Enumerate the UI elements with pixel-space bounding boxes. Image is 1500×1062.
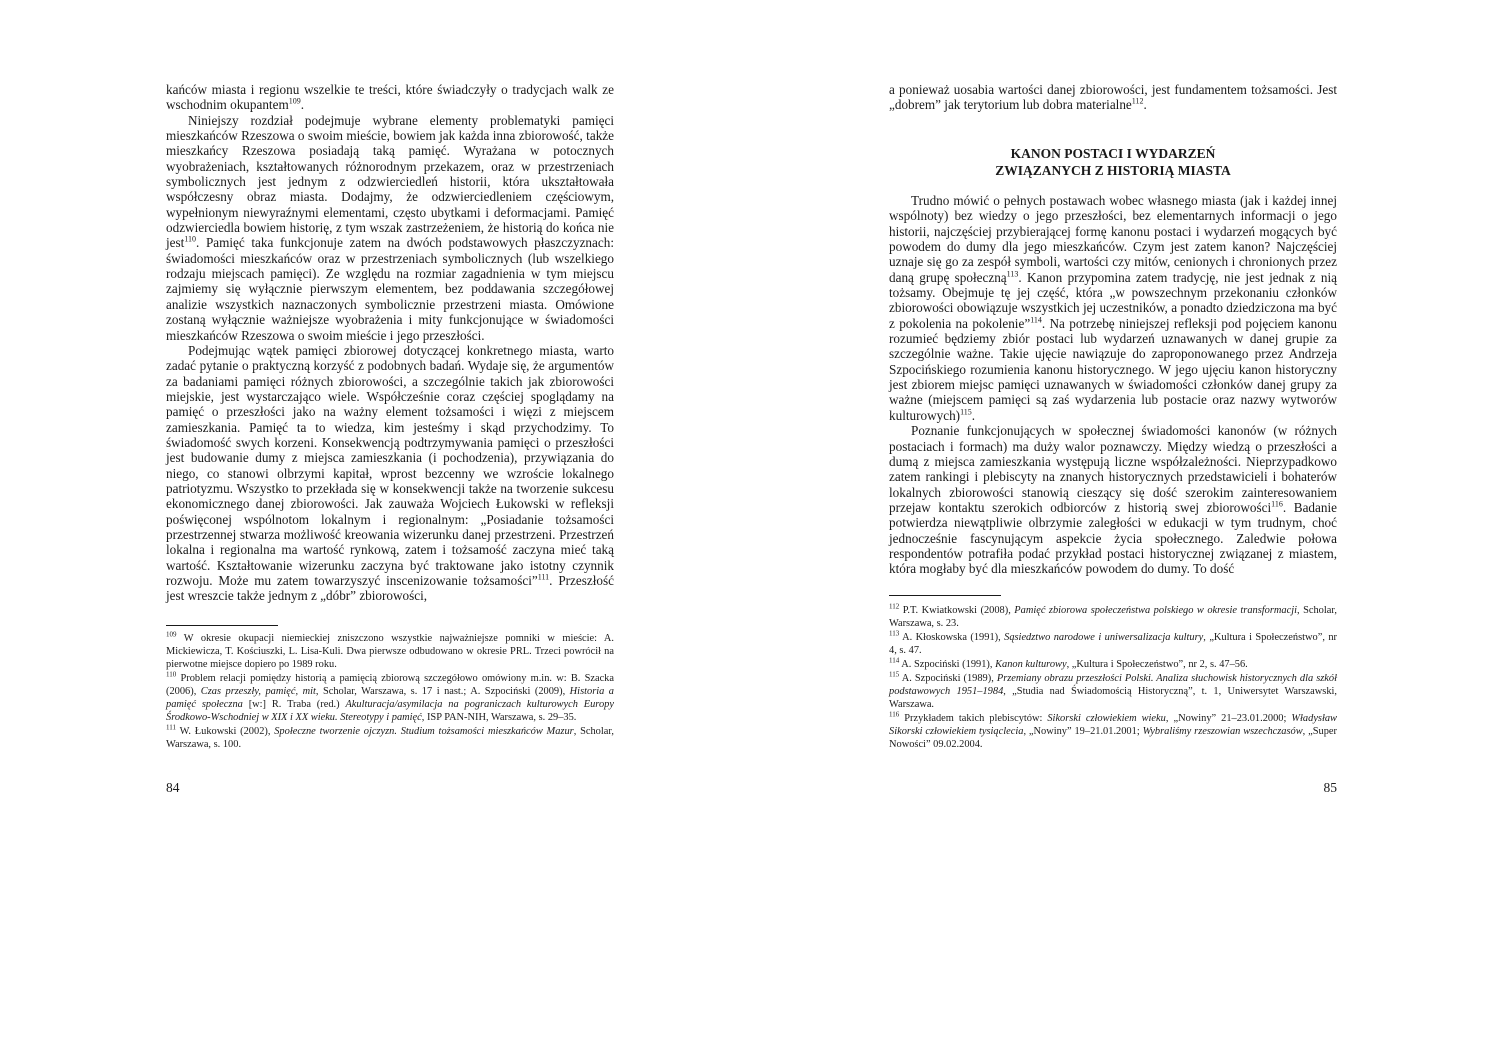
text-run: [w:] R. Traba (red.) bbox=[242, 699, 346, 710]
text-run: Podejmując wątek pamięci zbiorowej dotyczącej konkretnego miasta, warto zadać pytanie o praktyczną korzyść z podobnych badań. Wydaje się, że argumentów za badaniami pamięci różnych zbiorowości, a szczególnie takich jak zbiorowości miejskie, jest wystarczająco wiele. Współcześnie coraz częściej spoglądamy na pamięć o przeszłości jako na ważny element tożsamości i więzi z miejscem zamieszkania. Pamięć ta to wiedza, kim jesteśmy i skąd przychodzimy. To świadomość swych korzeni. Konsekwencją podtrzymywania pamięci o przeszłości jest budowanie dumy z miejsca zamieszkania (i pochodzenia), przywiązania do niego, co stanowi olbrzymi kapitał, wprost bezcenny we wzroście lokalnego patriotyzmu. Wszystko to przekłada się w konsekwencji także na tworzenie sukcesu ekonomicznego danej zbiorowości. Jak zauważa Wojciech Łukowski w refleksji poświęconej wspólnotom lokalnym i regionalnym: „Posiadanie tożsamości przestrzennej stwarza możliwość kreowania wizerunku danej przestrzeni. Przestrzeń lokalna i regionalna ma wartość rynkową, zatem i tożsamość zaczyna mieć taką wartość. Kształtowanie wizerunku zaczyna być traktowane jako istotny czynnik rozwoju. Może mu zatem towarzyszyć inscenizowanie tożsamości” bbox=[166, 342, 614, 588]
paragraph bbox=[166, 725, 614, 751]
footnote-ref: 116 bbox=[1271, 499, 1283, 509]
paragraph bbox=[889, 423, 1337, 576]
text-run: . Kanon przypomina zatem tradycję, nie jest jednak z nią tożsamy. Obejmuje tę jej część, która „w powszechnym przekonaniu członków zbiorowości obowiązuje wszystkich jej uczestników, a ponadto dziedziczona ma być z pokolenia na pokolenie” bbox=[889, 269, 1337, 331]
italic-title: Akulturacja/asymilacja na pograniczach kulturowych Europy Środkowo-Wschodniej w XIX i XX wieku. Stereotypy i pamięć bbox=[166, 699, 614, 723]
footnote-ref: 109 bbox=[166, 630, 177, 639]
text-run: A. Szpociński (1991), bbox=[899, 659, 996, 670]
paragraph bbox=[889, 658, 1337, 671]
text-run: Problem relacji pomiędzy historią a pamięcią zbiorową szczegółowo omówiony m.in. w: B. Szacka (2006), bbox=[166, 673, 614, 697]
text-run: A. Kłoskowska (1991), bbox=[899, 632, 1005, 643]
text-run: , ISP PAN-NIH, Warszawa, s. 29–35. bbox=[421, 712, 577, 723]
footnote-ref: 110 bbox=[184, 235, 197, 245]
text-run: . bbox=[971, 407, 976, 423]
paragraph bbox=[889, 604, 1337, 630]
italic-title: Przemiany obrazu przeszłości Polski. Analiza słuchowisk historycznych dla szkół podstawowych 1951–1984 bbox=[889, 673, 1337, 697]
left-body-text bbox=[166, 82, 614, 604]
left-footnotes bbox=[166, 632, 614, 752]
footnote-ref: 115 bbox=[960, 407, 972, 417]
italic-title: Sikorski człowiekiem wieku bbox=[1047, 713, 1166, 724]
text-run: , „Super Nowości” 09.02.2004. bbox=[889, 726, 1337, 750]
paragraph bbox=[166, 82, 614, 113]
italic-title: Wybraliśmy rzeszowian wszechczasów bbox=[1142, 726, 1303, 737]
italic-title: Sąsiedztwo narodowe i uniwersalizacja kultury bbox=[1004, 632, 1204, 643]
footnote-ref: 112 bbox=[1131, 96, 1144, 106]
text-run: , Scholar, Warszawa, s. 23. bbox=[889, 605, 1337, 629]
paragraph bbox=[166, 343, 614, 604]
text-run: , Scholar, Warszawa, s. 100. bbox=[166, 726, 614, 750]
footnote-ref: 111 bbox=[537, 572, 550, 582]
page-number-right: 85 bbox=[1323, 780, 1337, 795]
paragraph bbox=[889, 672, 1337, 711]
section-heading-line-2: ZWIĄZANYCH Z HISTORIĄ MIASTA bbox=[995, 163, 1231, 178]
paragraph bbox=[889, 193, 1337, 423]
right-lead-text bbox=[889, 82, 1337, 113]
page-number-left: 84 bbox=[166, 780, 180, 795]
italic-title: Kanon kulturowy bbox=[995, 659, 1067, 670]
text-run: . Przeszłość jest wreszcie także jednym z „dóbr” zbiorowości, bbox=[166, 573, 614, 604]
section-heading-line-1: KANON POSTACI I WYDARZEŃ bbox=[1010, 146, 1216, 161]
left-footnote-separator bbox=[166, 625, 278, 626]
footnote-ref: 113 bbox=[889, 629, 900, 638]
text-run: , „Nowiny” 21–23.01.2000; bbox=[1165, 713, 1292, 724]
footnote-ref: 111 bbox=[166, 723, 176, 732]
text-run: , „Nowiny” 19–21.01.2001; bbox=[1023, 726, 1143, 737]
footnote-ref: 114 bbox=[1030, 315, 1042, 325]
text-run: . Na potrzebę niniejszej refleksji pod pojęciem kanonu rozumieć będziemy zbiór postaci lub wydarzeń uznawanych w danej grupie za szczególnie ważne. Takie ujęcie nawiązuje do zaproponowanego przez Andrzeja Szpocińskiego rozumienia kanonu historycznego. W jego ujęciu kanon historyczny jest zbiorem miejsc pamięci uznawanych w świadomości członków danej grupy za ważne (miejscem pamięci są zaś wydarzenia lub postacie oraz nazwy wytworów kulturowych) bbox=[889, 315, 1338, 423]
paragraph bbox=[166, 113, 614, 343]
footnote-ref: 113 bbox=[1006, 269, 1019, 279]
text-run: W. Łukowski (2002), bbox=[175, 726, 275, 737]
italic-title: Czas przeszły, pamięć, mit bbox=[200, 686, 316, 697]
paragraph bbox=[889, 712, 1337, 751]
footnote-ref: 112 bbox=[889, 602, 900, 611]
italic-title: Władysław Sikorski człowiekiem tysiąclecia bbox=[889, 713, 1337, 737]
footnote-ref: 116 bbox=[889, 710, 900, 719]
text-run: A. Szpociński (1989), bbox=[899, 673, 997, 684]
footnote-ref: 109 bbox=[288, 96, 301, 106]
text-run: Poznanie funkcjonujących w społecznej świadomości kanonów (w różnych postaciach i formach) ma duży walor poznawczy. Między wiedzą o przeszłości a dumą z miejsca zamieszkania występują liczne współzależności. Nieprzypadkowo zatem rankingi i plebiscyty na znanych historycznych przedstawicieli i bohaterów lokalnych zbiorowości stanowią cieszący się dość szerokim zainteresowaniem przejaw kontaktu szerokich odbiorców z historią swej zbiorowości bbox=[889, 423, 1337, 515]
text-run: Przykładem takich plebiscytów: bbox=[899, 713, 1048, 724]
text-run: . Badanie potwierdza niewątpliwie olbrzymie zaległości w edukacji w tym trudnym, choć jednocześnie fascynującym aspekcie życia społecznego. Zaledwie połowa respondentów potrafiła podać przykład postaci historycznej związanej z miastem, która mogłaby być dla mieszkańców powodem do dumy. To dość bbox=[889, 499, 1337, 577]
text-run: Trudno mówić o pełnych postawach wobec własnego miasta (jak i każdej innej wspólnoty) bez wiedzy o jego przeszłości, bez elementarnych informacji o jego historii, najczęściej przybierającej formę kanonu postaci i wydarzeń mogących być powodem do dumy dla jego mieszkańców. Czym jest zatem kanon? Najczęściej uznaje się go za zespół symboli, wartości czy mitów, cenionych i chronionych przez daną grupę społeczną bbox=[889, 193, 1337, 285]
footnote-ref: 114 bbox=[889, 656, 900, 665]
paragraph bbox=[166, 632, 614, 671]
text-run: , „Kultura i Społeczeństwo”, nr 2, s. 47–56. bbox=[1066, 659, 1248, 670]
text-run: . bbox=[1143, 97, 1147, 113]
footnote-ref: 115 bbox=[889, 670, 900, 679]
paragraph bbox=[889, 82, 1337, 113]
paragraph bbox=[166, 672, 614, 724]
text-run: , Scholar, Warszawa, s. 17 i nast.; A. Szpociński (2009), bbox=[315, 686, 570, 697]
text-run: a ponieważ uosabia wartości danej zbiorowości, jest fundamentem tożsamości. Jest „dobrem” jak terytorium lub dobra materialne bbox=[889, 82, 1337, 113]
text-run: Niniejszy rozdział podejmuje wybrane elementy problematyki pamięci mieszkańców Rzeszowa o swoim mieście, bowiem jak każda inna zbiorowość, także mieszkańcy Rzeszowa posiadają taką pamięć. Wyrażana w potocznych wyobrażeniach, kształtowanych różnorodnym przekazem, oraz w przestrzeniach symbolicznych jest jednym z odzwierciedleń historii, która ukształtowała współczesny obraz miasta. Dodajmy, że odzwierciedleniem częściowym, wypełnionym niewyraźnymi elementami, często ubytkami i deformacjami. Pamięć odzwierciedla bowiem historię, z tym wszak zastrzeżeniem, że historią do końca nie jest bbox=[166, 112, 614, 251]
right-footnote-separator bbox=[889, 595, 1001, 596]
text-run: W okresie okupacji niemieckiej zniszczono wszystkie najważniejsze pomniki w mieście: A. Mickiewicza, T. Kościuszki, L. Lisa-Kuli. Dwa pierwsze odbudowano w okresie PRL. Trzeci powrócił na pierwotne miejsce dopiero po 1989 roku. bbox=[166, 633, 614, 670]
text-run: . bbox=[300, 97, 304, 113]
text-run: P.T. Kwiatkowski (2008), bbox=[899, 605, 1015, 616]
text-run: . Pamięć taka funkcjonuje zatem na dwóch podstawowych płaszczyznach: świadomości mieszkańców oraz w przestrzeniach symbolicznych (lub wszelkiego rodzaju miejscach pamięci). Ze względu na rozmiar zagadnienia w tym miejscu zajmiemy się wyłącznie pierwszym elementem, bez poddawania szczegółowej analizie wszystkich naznaczonych symbolicznie przestrzeni miasta. Omówione zostaną wyłącznie ważniejsze wyobrażenia i mity funkcjonujące w świadomości mieszkańców Rzeszowa o swoim mieście i jego przeszłości. bbox=[166, 235, 614, 343]
right-footnotes bbox=[889, 604, 1337, 752]
text-run: kańców miasta i regionu wszelkie te treści, które świadczyły o tradycjach walk ze wschodnim okupantem bbox=[166, 82, 614, 113]
right-body-text bbox=[889, 193, 1337, 577]
italic-title: Pamięć zbiorowa społeczeństwa polskiego w okresie transformacji bbox=[1014, 605, 1297, 616]
section-heading bbox=[889, 145, 1337, 179]
footnote-ref: 110 bbox=[166, 670, 177, 679]
italic-title: Społeczne tworzenie ojczyzn. Studium tożsamości mieszkańców Mazur bbox=[274, 726, 574, 737]
paragraph bbox=[889, 631, 1337, 657]
text-run: , „Studia nad Świadomością Historyczną”, t. 1, Uniwersytet Warszawski, Warszawa. bbox=[889, 686, 1337, 710]
italic-title: Historia a pamięć społeczna bbox=[166, 686, 614, 710]
text-run: , „Kultura i Społeczeństwo”, nr 4, s. 47. bbox=[889, 632, 1337, 656]
